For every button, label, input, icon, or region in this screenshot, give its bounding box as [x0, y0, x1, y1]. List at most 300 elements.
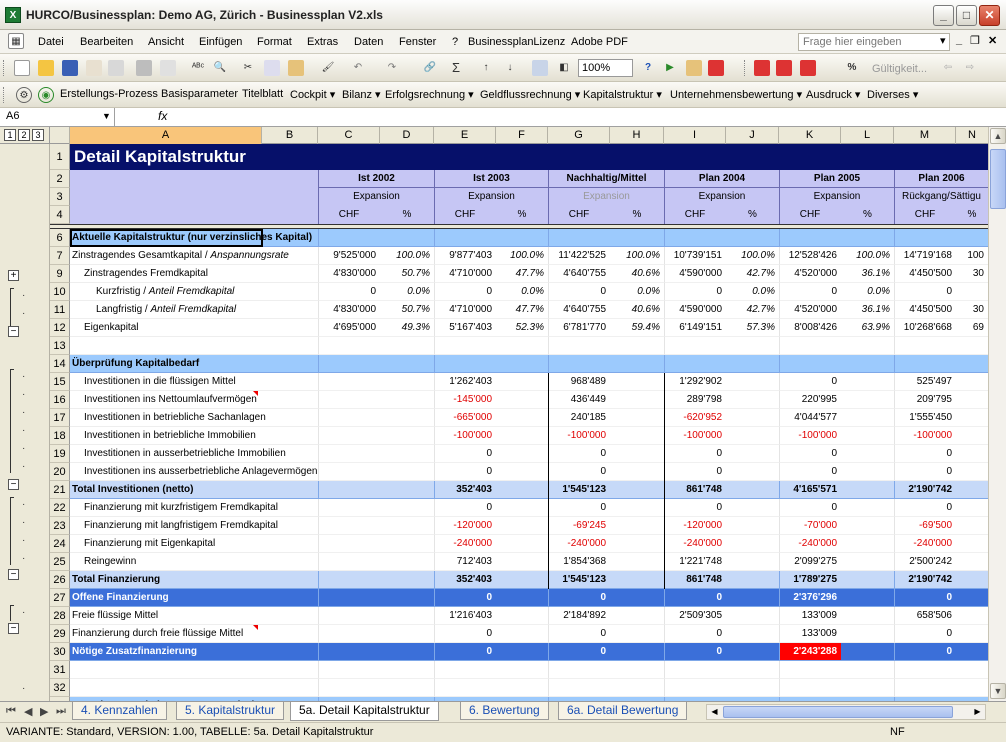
cell[interactable] — [841, 517, 894, 535]
cell[interactable]: 30 — [956, 301, 988, 319]
cell[interactable]: 100.0% — [726, 247, 779, 265]
cell[interactable]: 59.4% — [610, 319, 664, 337]
cell[interactable]: 0.0% — [610, 283, 664, 301]
row-number[interactable]: 26 — [50, 571, 70, 589]
cell[interactable] — [726, 571, 779, 589]
cell[interactable]: 968'489 — [548, 373, 610, 391]
cell[interactable]: 0 — [434, 445, 496, 463]
chart-wizard-icon[interactable] — [532, 60, 548, 76]
cell[interactable]: 50.7% — [380, 301, 434, 319]
cell[interactable] — [610, 427, 664, 445]
cell[interactable] — [726, 355, 779, 373]
cell[interactable] — [380, 463, 434, 481]
cell[interactable]: 8'008'426 — [779, 319, 841, 337]
cell[interactable] — [548, 661, 610, 679]
cell[interactable] — [956, 535, 988, 553]
row-number[interactable]: 19 — [50, 445, 70, 463]
menu-daten[interactable]: Daten — [354, 36, 384, 48]
cell[interactable]: -620'952 — [664, 409, 726, 427]
cell[interactable] — [610, 607, 664, 625]
settings-icon[interactable]: ⚙ — [16, 87, 32, 103]
cell[interactable] — [496, 337, 548, 355]
cell[interactable]: 9'877'403 — [434, 247, 496, 265]
cell[interactable] — [956, 481, 988, 499]
cell[interactable] — [496, 625, 548, 643]
cell[interactable]: 36.1% — [841, 265, 894, 283]
cell[interactable] — [380, 229, 434, 247]
cell[interactable]: -240'000 — [894, 535, 956, 553]
cell[interactable] — [610, 355, 664, 373]
cell[interactable] — [779, 355, 841, 373]
cell[interactable] — [380, 517, 434, 535]
cell[interactable]: 42.7% — [726, 301, 779, 319]
cell[interactable] — [956, 283, 988, 301]
row-number[interactable]: 22 — [50, 499, 70, 517]
row-number[interactable]: 12 — [50, 319, 70, 337]
cell[interactable] — [380, 571, 434, 589]
cell[interactable] — [726, 445, 779, 463]
cell[interactable] — [548, 355, 610, 373]
row-number[interactable]: 11 — [50, 301, 70, 319]
cell[interactable] — [726, 535, 779, 553]
worksheet-grid[interactable] — [50, 144, 988, 701]
cell[interactable] — [664, 355, 726, 373]
cell[interactable] — [318, 499, 380, 517]
row-label[interactable] — [70, 445, 318, 463]
cell[interactable] — [726, 553, 779, 571]
cell[interactable] — [894, 229, 956, 247]
expand-group-icon[interactable]: + — [8, 270, 19, 281]
minimize-button[interactable]: _ — [933, 5, 954, 26]
cell[interactable]: 40.6% — [610, 301, 664, 319]
cell[interactable]: -240'000 — [664, 535, 726, 553]
cell[interactable]: 0 — [434, 643, 496, 661]
workbook-icon[interactable]: ▦ — [8, 33, 24, 49]
cell[interactable] — [610, 499, 664, 517]
row-label[interactable] — [70, 283, 318, 301]
cell[interactable]: 100.0% — [380, 247, 434, 265]
cell[interactable]: 11'422'525 — [548, 247, 610, 265]
sheet-tab-detail-bewertung[interactable]: 6a. Detail Bewertung — [558, 702, 687, 720]
cell[interactable]: 658'506 — [894, 607, 956, 625]
row-number[interactable]: 24 — [50, 535, 70, 553]
cell[interactable]: 36.1% — [841, 301, 894, 319]
cell[interactable]: 0.0% — [496, 283, 548, 301]
cell[interactable]: 6'781'770 — [548, 319, 610, 337]
row-number[interactable]: 30 — [50, 643, 70, 661]
cell[interactable] — [610, 625, 664, 643]
col-header-m[interactable]: M — [894, 127, 956, 144]
menu-fenster[interactable]: Fenster — [399, 36, 437, 48]
cell[interactable]: 133'009 — [779, 607, 841, 625]
cell[interactable] — [841, 607, 894, 625]
cell[interactable] — [841, 481, 894, 499]
cell[interactable]: 352'403 — [434, 481, 496, 499]
cell[interactable]: 0 — [548, 625, 610, 643]
row-number[interactable]: 27 — [50, 589, 70, 607]
cell[interactable] — [956, 661, 988, 679]
cell[interactable] — [318, 607, 380, 625]
toolbar2-grip[interactable] — [744, 60, 748, 76]
cell[interactable]: 4'830'000 — [318, 265, 380, 283]
cell[interactable] — [726, 229, 779, 247]
cell[interactable]: 52.3% — [496, 319, 548, 337]
cell[interactable]: 0 — [434, 463, 496, 481]
cell[interactable]: 4'695'000 — [318, 319, 380, 337]
redo-icon[interactable]: ↷ — [387, 62, 397, 73]
cell[interactable] — [841, 679, 894, 697]
cell[interactable]: 0 — [664, 445, 726, 463]
col-header-c[interactable]: C — [318, 127, 380, 144]
cell[interactable]: 100.0% — [496, 247, 548, 265]
col-header-b[interactable]: B — [262, 127, 318, 144]
cell[interactable]: 30 — [956, 265, 988, 283]
row-number[interactable]: 18 — [50, 427, 70, 445]
cell[interactable] — [318, 373, 380, 391]
tab-last-icon[interactable]: ⏭ — [56, 705, 66, 717]
cell[interactable]: 436'449 — [548, 391, 610, 409]
menu-datei[interactable]: Datei — [38, 36, 64, 48]
cell[interactable] — [434, 337, 496, 355]
cell[interactable] — [610, 643, 664, 661]
cell[interactable]: 47.7% — [496, 265, 548, 283]
cell[interactable]: 63.9% — [841, 319, 894, 337]
cell[interactable] — [496, 643, 548, 661]
cell[interactable] — [956, 229, 988, 247]
cell[interactable]: 2'243'288 — [779, 643, 841, 661]
cell[interactable] — [726, 499, 779, 517]
pdf-review-icon[interactable] — [800, 60, 816, 76]
cell[interactable] — [496, 391, 548, 409]
cell[interactable]: 69 — [956, 319, 988, 337]
row-label[interactable] — [70, 625, 318, 643]
row-label[interactable] — [70, 427, 318, 445]
outline-level-2[interactable]: 2 — [18, 129, 30, 141]
cell[interactable]: -70'000 — [779, 517, 841, 535]
cell[interactable] — [434, 679, 496, 697]
cell[interactable] — [380, 535, 434, 553]
cell[interactable] — [496, 445, 548, 463]
cell[interactable] — [841, 553, 894, 571]
cell[interactable]: 14'719'168 — [894, 247, 956, 265]
cell[interactable]: 1'216'403 — [434, 607, 496, 625]
cell[interactable] — [726, 661, 779, 679]
sheet-tab-bewertung[interactable]: 6. Bewertung — [460, 702, 549, 720]
cell[interactable] — [841, 571, 894, 589]
cell[interactable] — [779, 337, 841, 355]
cell[interactable]: 47.7% — [496, 301, 548, 319]
sort-descending-icon[interactable]: ↓ — [507, 62, 513, 73]
cell[interactable]: 5'167'403 — [434, 319, 496, 337]
research-icon[interactable]: 🔍 — [213, 62, 227, 73]
row-number[interactable]: 2 — [50, 170, 70, 188]
row-number[interactable]: 17 — [50, 409, 70, 427]
horizontal-scroll-thumb[interactable] — [723, 706, 953, 718]
cell[interactable] — [380, 643, 434, 661]
cell[interactable]: 4'640'755 — [548, 265, 610, 283]
row-number[interactable]: 16 — [50, 391, 70, 409]
row-label[interactable] — [70, 535, 318, 553]
row-number[interactable]: 15 — [50, 373, 70, 391]
row-label[interactable] — [70, 553, 318, 571]
cell[interactable] — [726, 625, 779, 643]
cell[interactable]: 0.0% — [841, 283, 894, 301]
cell[interactable] — [380, 625, 434, 643]
cell[interactable] — [380, 373, 434, 391]
cell[interactable]: 0 — [894, 499, 956, 517]
cell[interactable]: -100'000 — [894, 427, 956, 445]
cell[interactable]: 0 — [664, 499, 726, 517]
cell[interactable] — [610, 463, 664, 481]
cell[interactable]: 4'710'000 — [434, 265, 496, 283]
cell[interactable]: 1'789'275 — [779, 571, 841, 589]
zoom-select[interactable]: 100% — [578, 59, 633, 77]
cell[interactable]: 0 — [548, 283, 610, 301]
cell[interactable]: 57.3% — [726, 319, 779, 337]
collapse-group-icon[interactable]: − — [8, 569, 19, 580]
cell[interactable] — [318, 463, 380, 481]
row-label[interactable] — [70, 643, 318, 661]
formula-input[interactable] — [175, 108, 1006, 126]
drawing-icon[interactable]: ◧ — [559, 62, 569, 73]
tab-prev-icon[interactable]: ◀ — [24, 706, 33, 718]
col-header-e[interactable]: E — [434, 127, 496, 144]
cell[interactable] — [318, 337, 380, 355]
cell[interactable] — [841, 229, 894, 247]
cell[interactable] — [956, 391, 988, 409]
cell[interactable] — [956, 373, 988, 391]
cell[interactable]: 1'221'748 — [664, 553, 726, 571]
cell[interactable]: 0 — [779, 499, 841, 517]
cell[interactable]: 4'590'000 — [664, 301, 726, 319]
cell[interactable] — [380, 391, 434, 409]
cell[interactable]: 1'292'902 — [664, 373, 726, 391]
scroll-right-button[interactable]: ▶ — [974, 707, 981, 716]
cell[interactable] — [610, 571, 664, 589]
row-label[interactable] — [70, 463, 318, 481]
cell[interactable]: 352'403 — [434, 571, 496, 589]
autosum-icon[interactable]: Σ — [451, 60, 461, 75]
cell[interactable]: 0.0% — [726, 283, 779, 301]
cell[interactable] — [726, 373, 779, 391]
cell[interactable]: 0 — [779, 283, 841, 301]
cell[interactable] — [841, 445, 894, 463]
cell[interactable]: 0 — [318, 283, 380, 301]
cell[interactable]: 0 — [664, 589, 726, 607]
cell[interactable] — [496, 427, 548, 445]
cell[interactable] — [434, 355, 496, 373]
cell[interactable] — [318, 535, 380, 553]
toolbar-grip[interactable] — [3, 60, 7, 76]
cell[interactable]: 525'497 — [894, 373, 956, 391]
cell[interactable] — [434, 661, 496, 679]
cell[interactable]: -100'000 — [779, 427, 841, 445]
cell[interactable] — [610, 409, 664, 427]
cell[interactable] — [726, 589, 779, 607]
menu-help[interactable]: ? — [452, 36, 459, 48]
fx-label[interactable]: fx — [158, 109, 168, 123]
row-label[interactable] — [70, 607, 318, 625]
cell[interactable] — [318, 427, 380, 445]
cell[interactable] — [318, 409, 380, 427]
tab-first-icon[interactable]: ⏮ — [6, 705, 16, 717]
cell[interactable] — [380, 337, 434, 355]
cell[interactable] — [664, 661, 726, 679]
cell[interactable] — [664, 229, 726, 247]
cell[interactable] — [318, 589, 380, 607]
back-icon[interactable]: ⇦ — [943, 62, 953, 73]
cell[interactable] — [610, 373, 664, 391]
cell[interactable]: 2'190'742 — [894, 571, 956, 589]
cell[interactable]: 50.7% — [380, 265, 434, 283]
cell[interactable] — [318, 661, 380, 679]
pdf-email-icon[interactable] — [776, 60, 792, 76]
row-label[interactable] — [70, 517, 318, 535]
cell[interactable]: 4'590'000 — [664, 265, 726, 283]
toolbar-kapitalstruktur[interactable]: Kapitalstruktur ▾ — [583, 89, 662, 101]
cell[interactable]: 40.6% — [610, 265, 664, 283]
scroll-up-button[interactable]: ▲ — [990, 128, 1006, 144]
toolbar-geldflussrechnung[interactable]: Geldflussrechnung ▾ — [480, 89, 581, 101]
row-number[interactable]: 32 — [50, 679, 70, 697]
cell[interactable]: 0 — [434, 589, 496, 607]
cell[interactable] — [380, 427, 434, 445]
cell[interactable] — [380, 607, 434, 625]
cell[interactable] — [318, 445, 380, 463]
print-icon[interactable] — [136, 60, 152, 76]
row-number[interactable]: 29 — [50, 625, 70, 643]
toolbar3-grip[interactable] — [3, 87, 7, 103]
cell[interactable]: 6'149'151 — [664, 319, 726, 337]
cell[interactable]: -240'000 — [779, 535, 841, 553]
comment-indicator-icon[interactable] — [253, 625, 258, 630]
sheet-tab-detail-kapitalstruktur[interactable]: 5a. Detail Kapitalstruktur — [290, 702, 439, 721]
toolbar-erfolgsrechnung[interactable]: Erfolgsrechnung ▾ — [385, 89, 474, 101]
cell[interactable] — [894, 337, 956, 355]
cell[interactable]: 1'854'368 — [548, 553, 610, 571]
hyperlink-icon[interactable]: 🔗 — [423, 62, 437, 73]
cell[interactable] — [496, 535, 548, 553]
cell[interactable] — [496, 661, 548, 679]
cell[interactable]: -240'000 — [548, 535, 610, 553]
cell[interactable]: 0 — [894, 283, 956, 301]
row-number[interactable]: 9 — [50, 265, 70, 283]
col-header-d[interactable]: D — [380, 127, 434, 144]
cell[interactable] — [956, 445, 988, 463]
cell[interactable] — [956, 463, 988, 481]
row-number[interactable]: 7 — [50, 247, 70, 265]
ask-dropdown-icon[interactable]: ▾ — [940, 35, 946, 47]
cell[interactable] — [841, 661, 894, 679]
toolbar-titelblatt[interactable]: Titelblatt — [242, 88, 284, 100]
cell[interactable] — [548, 679, 610, 697]
menu-adobe-pdf[interactable]: Adobe PDF — [571, 36, 628, 48]
cell[interactable]: 0 — [664, 463, 726, 481]
col-header-j[interactable]: J — [726, 127, 779, 144]
cell[interactable]: 0 — [894, 589, 956, 607]
cell[interactable] — [956, 643, 988, 661]
cell[interactable] — [841, 589, 894, 607]
sheet-tab-kapitalstruktur[interactable]: 5. Kapitalstruktur — [176, 702, 284, 720]
menu-einfuegen[interactable]: Einfügen — [199, 36, 243, 48]
cell[interactable]: 4'710'000 — [434, 301, 496, 319]
name-box[interactable]: A6 — [0, 108, 115, 126]
cell[interactable]: 100 — [956, 247, 988, 265]
cell[interactable] — [610, 229, 664, 247]
row-label[interactable] — [70, 355, 318, 373]
cell[interactable] — [610, 517, 664, 535]
cell[interactable]: 12'528'426 — [779, 247, 841, 265]
row-number[interactable]: 23 — [50, 517, 70, 535]
cell[interactable]: 4'165'571 — [779, 481, 841, 499]
cell[interactable]: -240'000 — [434, 535, 496, 553]
cell[interactable]: 42.7% — [726, 265, 779, 283]
cell[interactable]: 209'795 — [894, 391, 956, 409]
sheet-tab-kennzahlen[interactable]: 4. Kennzahlen — [72, 702, 167, 720]
cell[interactable] — [841, 409, 894, 427]
cell[interactable]: 2'099'275 — [779, 553, 841, 571]
row-label[interactable] — [70, 319, 318, 337]
cell[interactable] — [956, 679, 988, 697]
cell[interactable] — [841, 391, 894, 409]
pdf-icon[interactable] — [708, 60, 724, 76]
row-label[interactable] — [70, 391, 318, 409]
cell[interactable]: 100.0% — [610, 247, 664, 265]
comment-indicator-icon[interactable] — [253, 391, 258, 396]
select-all[interactable] — [50, 127, 70, 144]
selected-cell-a6[interactable] — [70, 229, 263, 247]
cell[interactable] — [956, 499, 988, 517]
cell[interactable]: -100'000 — [548, 427, 610, 445]
cell[interactable] — [726, 391, 779, 409]
cell[interactable]: 4'450'500 — [894, 265, 956, 283]
cell[interactable] — [956, 355, 988, 373]
cell[interactable]: 10'268'668 — [894, 319, 956, 337]
cell[interactable] — [496, 571, 548, 589]
toolbar-bilanz[interactable]: Bilanz ▾ — [342, 89, 381, 101]
email-icon[interactable] — [108, 60, 124, 76]
row-number[interactable]: 6 — [50, 229, 70, 247]
help-search-input[interactable]: Frage hier eingeben — [798, 33, 950, 51]
cell[interactable]: 0 — [548, 589, 610, 607]
cell[interactable]: 220'995 — [779, 391, 841, 409]
cell[interactable] — [726, 427, 779, 445]
cell[interactable]: 49.3% — [380, 319, 434, 337]
cell[interactable] — [380, 553, 434, 571]
outline-level-1[interactable]: 1 — [4, 129, 16, 141]
cell[interactable] — [318, 355, 380, 373]
cell[interactable] — [610, 679, 664, 697]
cell[interactable]: -100'000 — [664, 427, 726, 445]
forward-icon[interactable]: ⇨ — [965, 62, 975, 73]
cell[interactable] — [318, 517, 380, 535]
cell[interactable] — [956, 571, 988, 589]
row-label[interactable] — [70, 301, 318, 319]
cell[interactable]: 0.0% — [380, 283, 434, 301]
scroll-left-button[interactable]: ◀ — [711, 707, 718, 716]
cell[interactable]: 861'748 — [664, 571, 726, 589]
row-label[interactable] — [70, 499, 318, 517]
cell[interactable] — [380, 661, 434, 679]
new-file-icon[interactable] — [14, 60, 30, 76]
col-header-g[interactable]: G — [548, 127, 610, 144]
permission-icon[interactable] — [86, 60, 102, 76]
row-number[interactable]: 28 — [50, 607, 70, 625]
save-icon[interactable] — [62, 60, 78, 76]
cell[interactable] — [610, 391, 664, 409]
cell[interactable] — [496, 553, 548, 571]
cell[interactable] — [841, 427, 894, 445]
